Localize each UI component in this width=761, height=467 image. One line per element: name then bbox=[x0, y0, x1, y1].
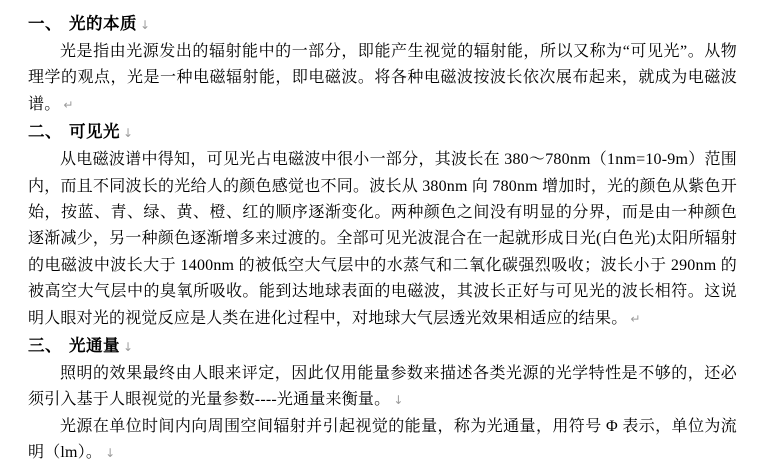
line-break-mark-icon: ↓ bbox=[393, 393, 404, 408]
paragraph-mark-icon: ↵ bbox=[63, 97, 74, 112]
paragraph-mark-icon: ↵ bbox=[630, 311, 641, 326]
section-1-title: 光的本质 bbox=[69, 14, 137, 33]
line-break-mark-icon: ↓ bbox=[140, 18, 151, 32]
section-visible-light bbox=[28, 118, 737, 332]
section-3-number: 三、 bbox=[28, 336, 62, 356]
section-2-number: 二、 bbox=[28, 122, 62, 142]
section-2-paragraph bbox=[28, 147, 737, 332]
line-break-mark-icon: ↓ bbox=[123, 126, 134, 141]
section-1-heading bbox=[28, 10, 737, 39]
section-light-nature bbox=[28, 10, 737, 118]
line-break-mark-icon: ↓ bbox=[123, 340, 134, 355]
section-3-title: 光通量 bbox=[69, 336, 120, 356]
section-2-title: 可见光 bbox=[69, 122, 120, 142]
paragraph-text: 光是指由光源发出的辐射能中的一部分，即能产生视觉的辐射能，所以又称为“可见光”。从物理学的观点，光是一种电磁辐射能，即电磁波。将各种电磁波按波长依次展布起来，就成为电磁波谱。 bbox=[28, 43, 737, 113]
section-luminous-flux bbox=[28, 332, 737, 467]
section-3-paragraph-1 bbox=[28, 361, 737, 414]
paragraph-text: 照明的效果最终由人眼来评定，因此仅用能量参数来描述各类光源的光学特性是不够的，还必须引入基于人眼视觉的光量参数----光通量来衡量。 bbox=[28, 365, 737, 409]
section-3-heading bbox=[28, 332, 737, 361]
paragraph-text: 从电磁波谱中得知，可见光占电磁波中很小一部分，其波长在 380～780nm（1nm=10-9m）范围内，而且不同波长的光给人的颜色感觉也不同。波长从 380nm 向 780nm 增加时，光的颜色从紫色开始，按蓝、青、绿、黄、橙、红的顺序逐渐变化。两种颜色之间没有明显的分界，而是由一种颜色逐渐减少，另一种颜色逐渐增多来过渡的。全部可见光波混合在一起就形成日光(白色光)太阳所辐射的电磁波中波长大于 1400nm 的被低空大气层中的水蒸气和二氧化碳强烈吸收；波长小于 290nm 的被高空大气层中的臭氧所吸收。能到达地球表面的电磁波，其波长正好与可见光的波长相符。这说明人眼对光的视觉反应是人类在进化过程中，对地球大气层透光效果相适应的结果。 bbox=[28, 151, 737, 327]
paragraph-text: 光源在单位时间内向周围空间辐射并引起视觉的能量，称为光通量，用符号 Φ 表示，单位为流明（lm）。 bbox=[28, 417, 737, 462]
section-2-heading bbox=[28, 118, 737, 147]
section-1-paragraph bbox=[28, 39, 737, 118]
section-1-number: 一、 bbox=[28, 14, 62, 33]
section-3-paragraph-2 bbox=[28, 414, 737, 467]
line-break-mark-icon: ↓ bbox=[105, 446, 116, 461]
